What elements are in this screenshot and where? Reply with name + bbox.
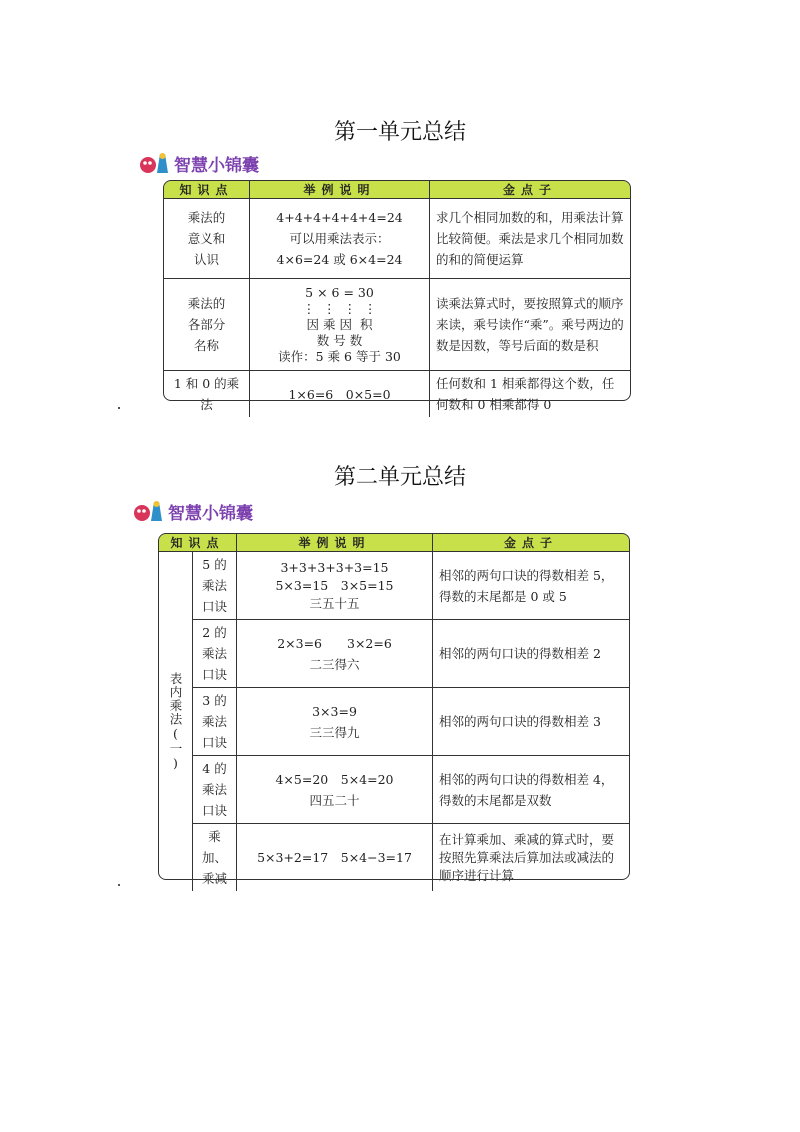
example-line: ⋮ ⋮ ⋮ ⋮ (302, 300, 377, 316)
mascot-icon (132, 498, 164, 524)
unit2-title: 第二单元总结 (333, 465, 466, 490)
topic-line: 口诀 (201, 803, 227, 818)
topic-line: 乘法的 (187, 210, 226, 225)
topic-line: 乘加、 (201, 829, 227, 865)
tip-cell: 在计算乘加、乘减的算式时，要按照先算乘法后算加法或减法的顺序进行计算 (439, 831, 615, 883)
example-line: 4×5=20 5×4=20 (275, 771, 394, 787)
example-line: 二三得六 (309, 656, 360, 672)
example-line: 5×3=15 3×5=15 (275, 577, 394, 593)
tip-cell: 求几个相同加数的和，用乘法计算比较简便。乘法是求几个相同加数的和的简便运算 (430, 199, 630, 279)
unit2-table-frame (158, 533, 630, 880)
topic-cell: 1 和 0 的乘法 (164, 371, 250, 417)
topic-line: 2 的 (202, 625, 227, 640)
group-label: 表内乘法(一) (168, 671, 183, 772)
example-line: 三五十五 (309, 595, 360, 611)
example-line: 四五二十 (309, 792, 360, 808)
unit1-title: 第一单元总结 (333, 120, 466, 145)
unit1-tips-banner (138, 150, 259, 176)
scan-dot (118, 884, 120, 886)
example-line: 4+4+4+4+4+4=24 (276, 210, 403, 225)
scan-dot (118, 407, 120, 409)
tip-cell: 任何数和 1 相乘都得这个数，任何数和 0 相乘都得 0 (436, 376, 615, 412)
example-cell: 1×6=6 0×5=0 (250, 371, 430, 417)
example-line: 三三得九 (309, 724, 360, 740)
example-line: 4×6=24 或 6×4=24 (276, 252, 403, 267)
example-cell: 5×3+2=17 5×4−3=17 (237, 824, 433, 891)
unit1-tips-label: 智慧小锦囊 (174, 155, 259, 176)
topic-line: 乘法 (201, 782, 227, 797)
header-example: 举例说明 (237, 534, 433, 552)
example-line: 3+3+3+3+3=15 (280, 559, 389, 575)
example-line: 数 号 数 (316, 332, 363, 348)
topic-line: 乘法 (201, 714, 227, 729)
example-line: 读作：5 乘 6 等于 30 (278, 348, 401, 364)
mascot-icon (138, 150, 170, 176)
topic-line: 认识 (193, 252, 219, 267)
tip-cell: 相邻的两句口诀的得数相差 5，得数的末尾都是 0 或 5 (433, 552, 629, 620)
topic-line: 乘法的 (187, 296, 226, 311)
example-line: 可以用乘法表示： (289, 231, 390, 246)
topic-line: 口诀 (201, 599, 227, 614)
topic-line: 意义和 (187, 231, 226, 246)
header-tip: 金点子 (430, 181, 630, 199)
example-line: 因 乘 因 积 (306, 316, 373, 332)
topic-line: 口诀 (201, 735, 227, 750)
tip-cell: 相邻的两句口诀的得数相差 4，得数的末尾都是双数 (433, 756, 629, 824)
topic-line: 3 的 (202, 693, 227, 708)
example-line: 5 × 6 = 30 (305, 284, 374, 300)
tip-cell: 相邻的两句口诀的得数相差 3 (433, 688, 629, 756)
header-tip: 金点子 (433, 534, 629, 552)
header-knowledge: 知识点 (159, 534, 237, 552)
topic-line: 4 的 (202, 761, 227, 776)
unit2-tips-label: 智慧小锦囊 (168, 503, 253, 524)
tip-cell: 相邻的两句口诀的得数相差 2 (433, 620, 629, 688)
topic-line: 乘减 (201, 871, 227, 886)
example-line: 3×3=9 (312, 703, 357, 719)
topic-line: 名称 (193, 338, 219, 353)
unit1-table-frame (163, 180, 631, 401)
example-line: 2×3=6 3×2=6 (277, 635, 392, 651)
unit2-tips-banner (132, 498, 253, 524)
topic-line: 口诀 (201, 667, 227, 682)
topic-line: 乘法 (201, 578, 227, 593)
topic-line: 乘法 (201, 646, 227, 661)
header-example: 举例说明 (250, 181, 430, 199)
tip-cell: 读乘法算式时，要按照算式的顺序来读，乘号读作“乘”。乘号两边的数是因数，等号后面的数是积 (430, 279, 630, 371)
topic-line: 5 的 (202, 557, 227, 572)
header-knowledge: 知识点 (164, 181, 250, 199)
topic-line: 各部分 (187, 317, 226, 332)
